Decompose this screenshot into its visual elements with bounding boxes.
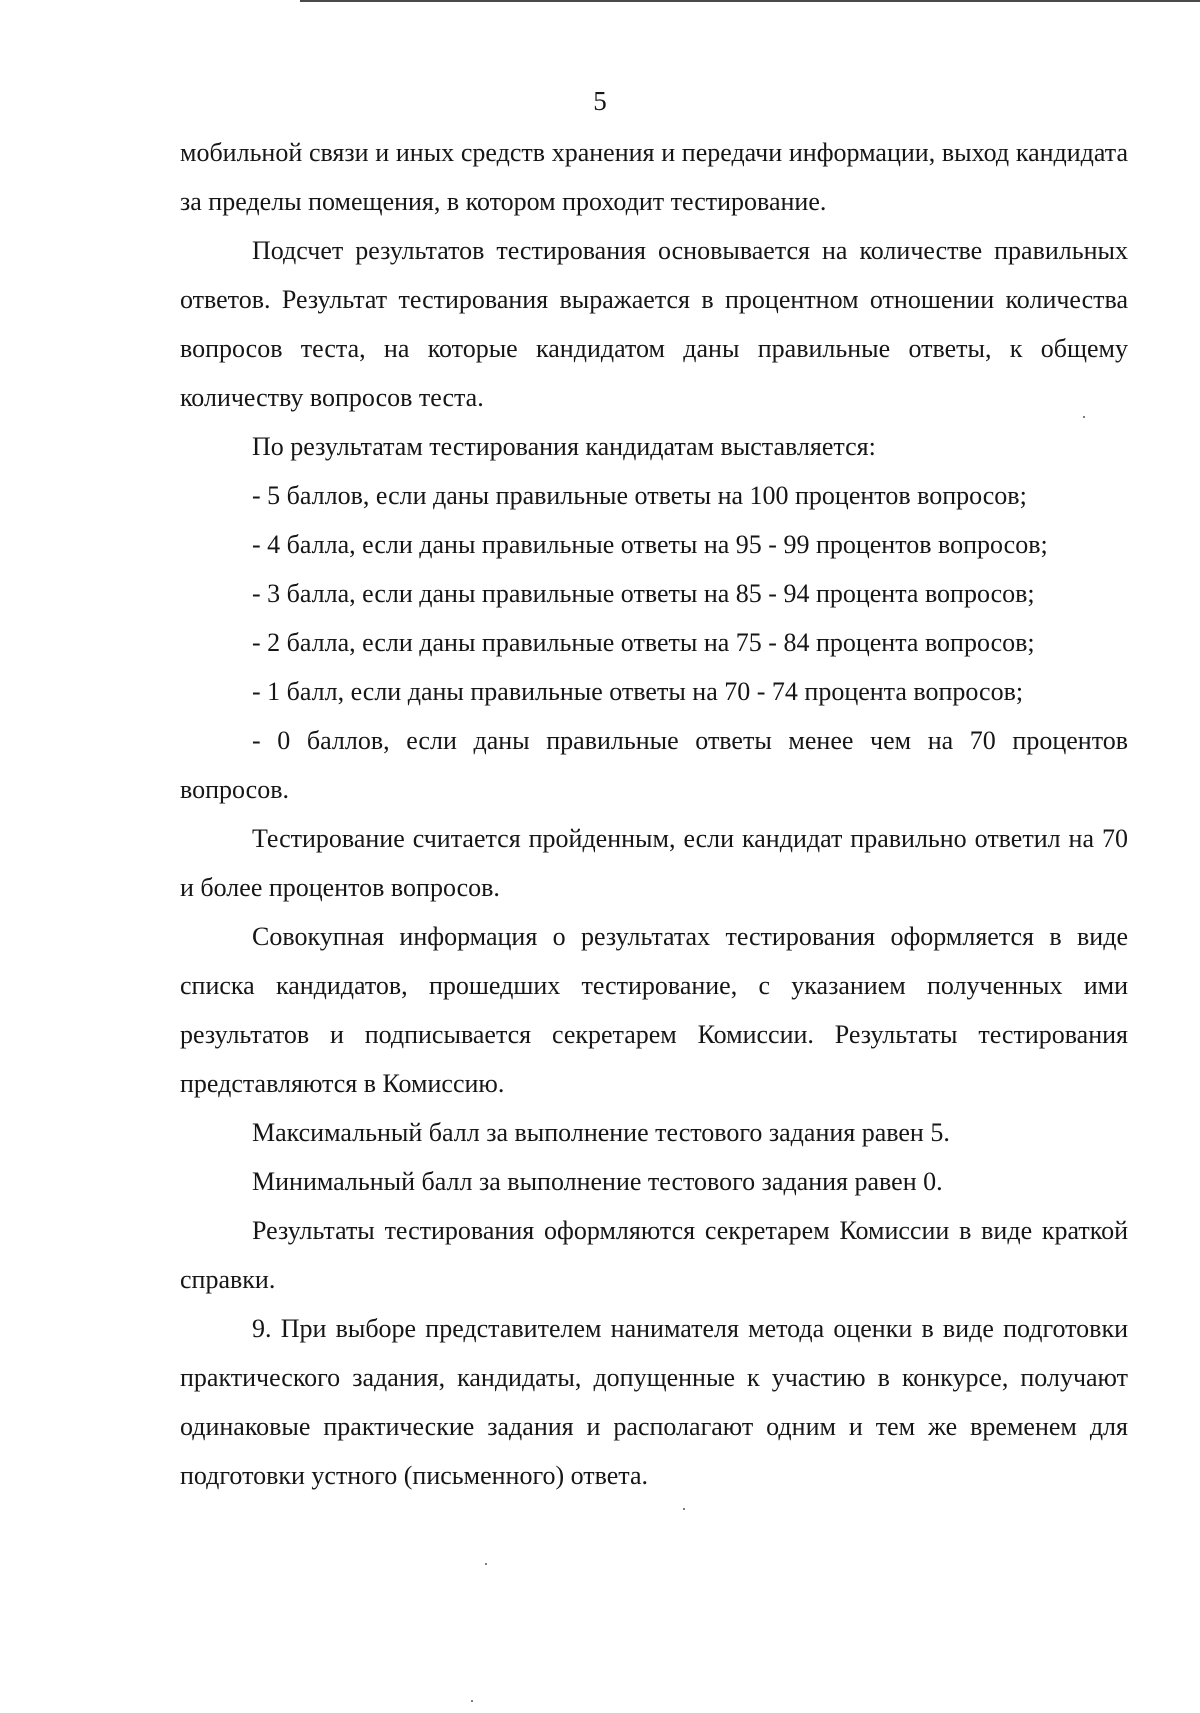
numbered-paragraph: 9. При выборе представителем нанимателя метода оценки в виде подготовки практического задания, кандидаты, допущенные к участию в конкурсе, получают одинаковые практические задания и располагают одним и тем же временем для подготовки устного (письменного) ответа. — [180, 1314, 1128, 1490]
scan-speck — [683, 1508, 685, 1510]
scan-speck — [471, 1700, 473, 1702]
scan-speck — [485, 1563, 487, 1565]
list-item: - 0 баллов, если даны правильные ответы менее чем на 70 процентов вопросов. — [180, 726, 1128, 804]
scan-speck — [1083, 416, 1085, 418]
paragraph: Минимальный балл за выполнение тестового задания равен 0. — [252, 1167, 943, 1196]
paragraph: Результаты тестирования оформляются секретарем Комиссии в виде краткой справки. — [180, 1216, 1128, 1294]
list-item: - 5 баллов, если даны правильные ответы на 100 процентов вопросов; — [252, 481, 1027, 510]
paragraph: Максимальный балл за выполнение тестового задания равен 5. — [252, 1118, 950, 1147]
list-item: - 3 балла, если даны правильные ответы на 85 - 94 процента вопросов; — [252, 579, 1035, 608]
paragraph: Тестирование считается пройденным, если кандидат правильно ответил на 70 и более процентов вопросов. — [180, 824, 1128, 902]
paragraph: мобильной связи и иных средств хранения и передачи информации, выход кандидата за пределы помещения, в котором проходит тестирование. — [180, 138, 1128, 216]
top-border-line — [300, 0, 1200, 2]
list-item: - 4 балла, если даны правильные ответы на 95 - 99 процентов вопросов; — [252, 530, 1048, 559]
paragraph: Подсчет результатов тестирования основывается на количестве правильных ответов. Результат тестирования выражается в процентном отношении количества вопросов теста, на которые кандидатом даны правильные ответы, к общему количеству вопросов теста. — [180, 236, 1128, 412]
list-item: - 1 балл, если даны правильные ответы на 70 - 74 процента вопросов; — [252, 677, 1024, 706]
paragraph: По результатам тестирования кандидатам выставляется: — [252, 432, 876, 461]
list-item: - 2 балла, если даны правильные ответы на 75 - 84 процента вопросов; — [252, 628, 1035, 657]
page-number: 5 — [593, 86, 607, 116]
paragraph: Совокупная информация о результатах тестирования оформляется в виде списка кандидатов, прошедших тестирование, с указанием полученных ими результатов и подписывается секретарем Комиссии. Результаты тестирования представляются в Комиссию. — [180, 922, 1128, 1098]
document-body — [180, 128, 1128, 1500]
